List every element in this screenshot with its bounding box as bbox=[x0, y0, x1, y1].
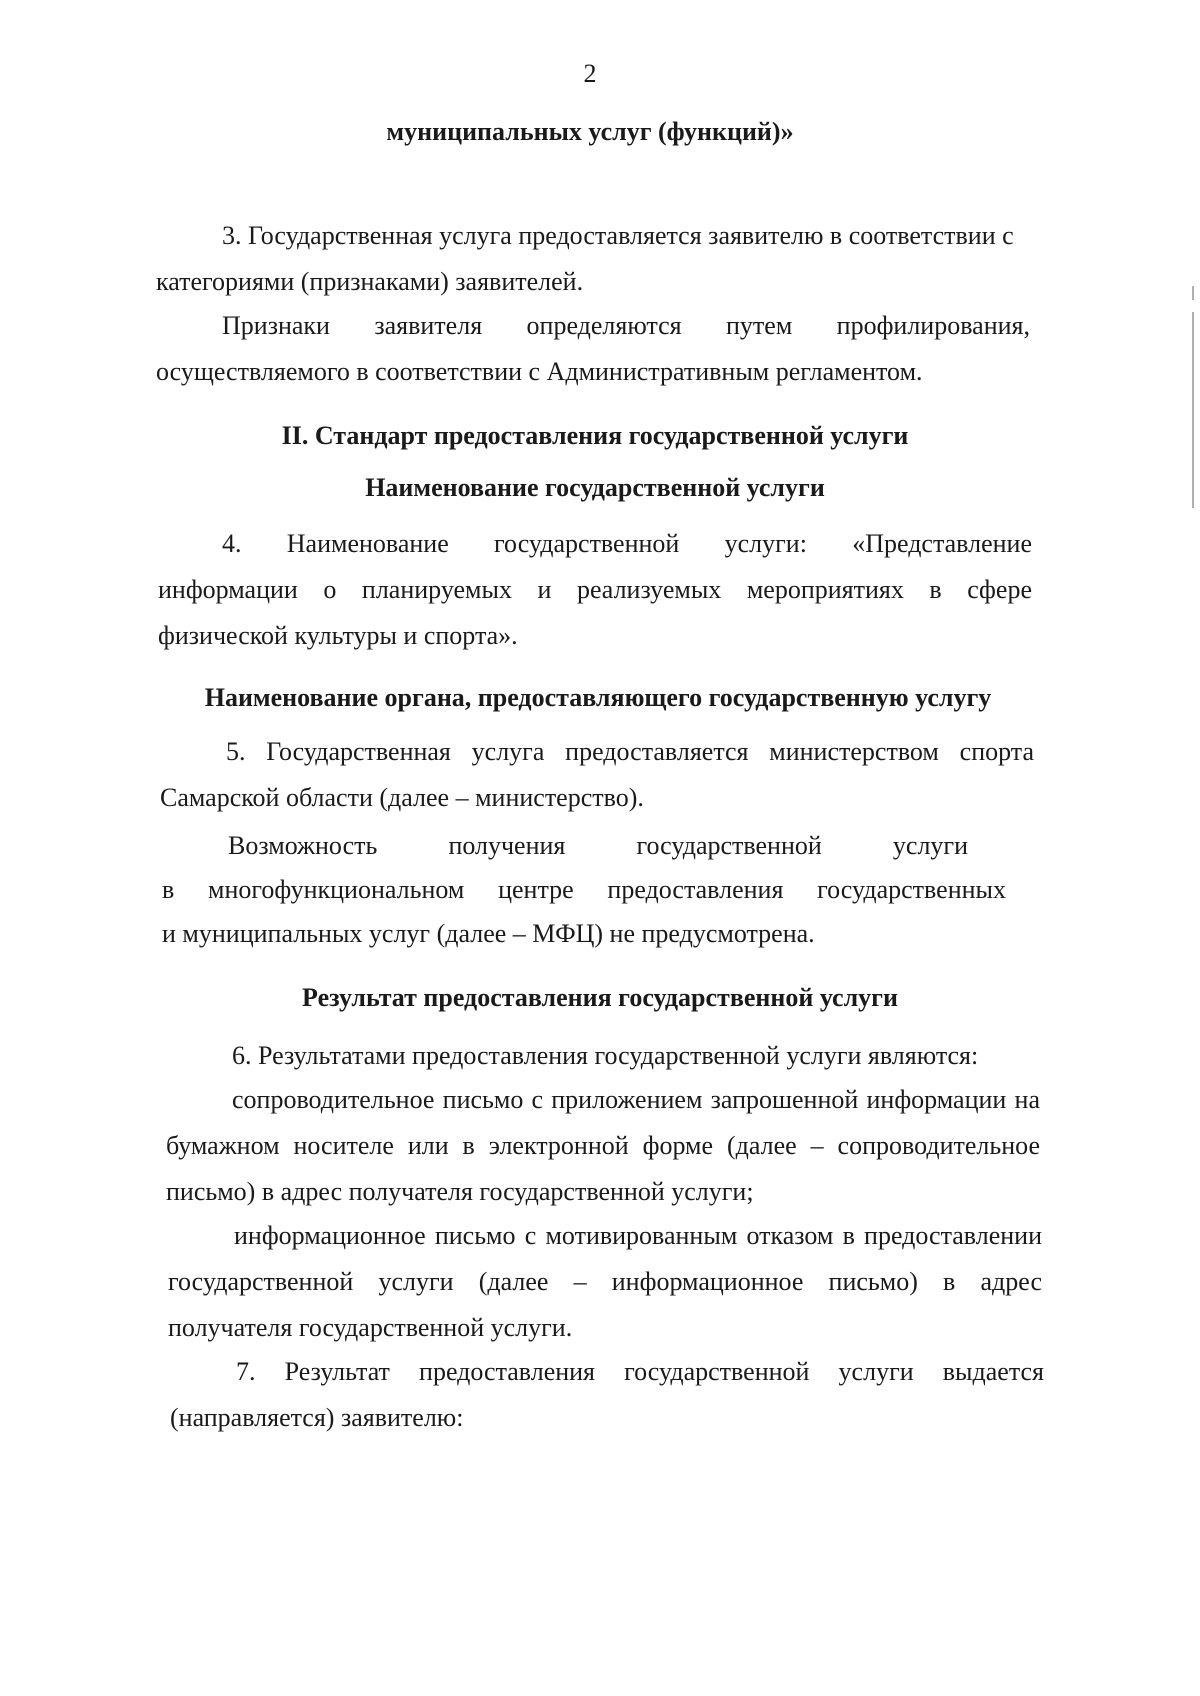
paragraph-4-line-2: информации о планируемых и реализуемых мероприятиях в сфере bbox=[158, 575, 1032, 604]
section-2-title: II. Стандарт предоставления государственной услуги bbox=[281, 421, 909, 450]
scan-edge-mark bbox=[1192, 312, 1194, 508]
paragraph-7-line-1: 7. Результат предоставления государственной услуги выдается bbox=[236, 1357, 1044, 1386]
paragraph-6a-line-2: бумажном носителе или в электронной форме (далее – сопроводительное bbox=[166, 1131, 1040, 1160]
paragraph-3b-line-2: осуществляемого в соответствии с Административным регламентом. bbox=[156, 357, 923, 386]
paragraph-4-line-3: физической культуры и спорта». bbox=[158, 621, 518, 650]
heading-service-result: Результат предоставления государственной услуги bbox=[302, 983, 898, 1012]
paragraph-5b-line-2: в многофункциональном центре предоставления государственных bbox=[162, 875, 1006, 904]
paragraph-5b-line-3: и муниципальных услуг (далее – МФЦ) не предусмотрена. bbox=[162, 919, 815, 948]
heading-service-name: Наименование государственной услуги bbox=[365, 473, 825, 502]
page-number: 2 bbox=[583, 59, 597, 88]
paragraph-4-line-1: 4. Наименование государственной услуги: «Представление bbox=[222, 529, 1032, 558]
paragraph-5-line-1: 5. Государственная услуга предоставляется министерством спорта bbox=[226, 737, 1034, 766]
paragraph-6a-line-1: сопроводительное письмо с приложением запрошенной информации на bbox=[232, 1085, 1040, 1114]
paragraph-3-line-2: категориями (признаками) заявителей. bbox=[156, 267, 584, 296]
scan-edge-mark bbox=[1192, 286, 1194, 300]
paragraph-6b-line-1: информационное письмо с мотивированным отказом в предоставлении bbox=[234, 1221, 1042, 1250]
paragraph-3b-line-1: Признаки заявителя определяются путем профилирования, bbox=[222, 311, 1030, 340]
paragraph-6-line-1: 6. Результатами предоставления государственной услуги являются: bbox=[232, 1041, 979, 1070]
header-continuation: муниципальных услуг (функций)» bbox=[386, 117, 794, 146]
paragraph-6b-line-2: государственной услуги (далее – информационное письмо) в адрес bbox=[168, 1267, 1042, 1296]
paragraph-7-line-2: (направляется) заявителю: bbox=[170, 1403, 464, 1432]
paragraph-3-line-1: 3. Государственная услуга предоставляется заявителю в соответствии с bbox=[222, 221, 1014, 250]
paragraph-6a-line-3: письмо) в адрес получателя государственной услуги; bbox=[166, 1177, 754, 1206]
paragraph-5b-line-1: Возможность получения государственной услуги bbox=[228, 831, 968, 860]
heading-service-organ: Наименование органа, предоставляющего государственную услугу bbox=[204, 683, 992, 712]
paragraph-5-line-2: Самарской области (далее – министерство). bbox=[160, 783, 644, 812]
paragraph-6b-line-3: получателя государственной услуги. bbox=[168, 1313, 573, 1342]
